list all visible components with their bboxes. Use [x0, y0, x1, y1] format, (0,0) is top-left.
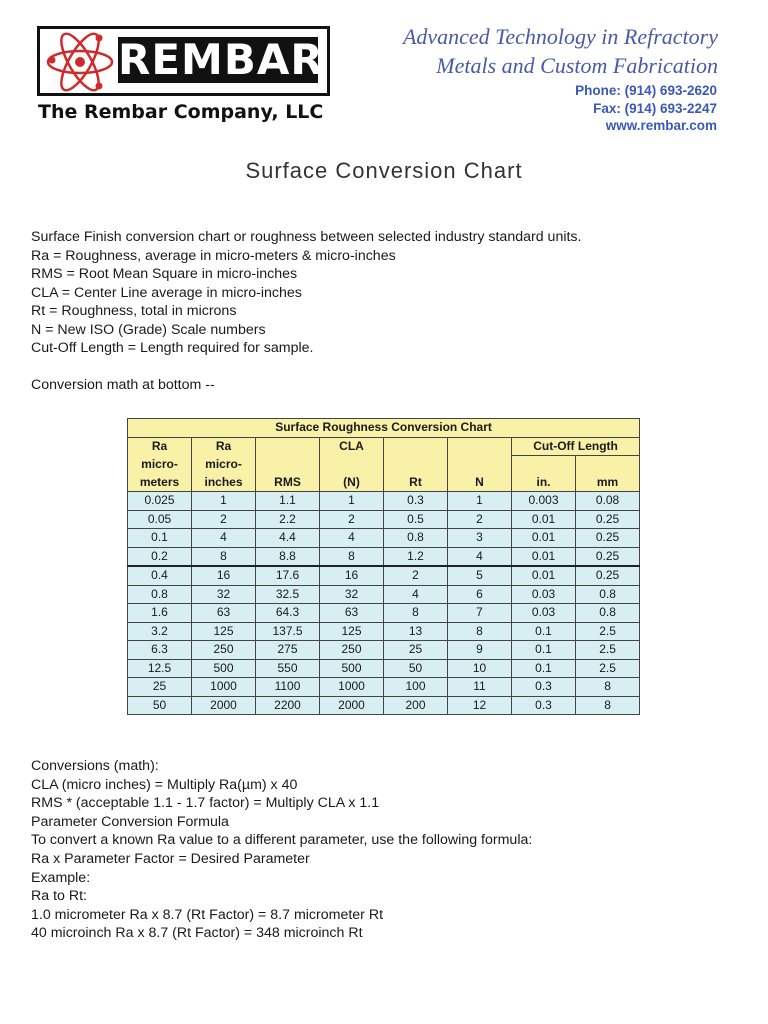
table-cell: 2: [448, 510, 512, 529]
table-cell: 8: [384, 604, 448, 623]
table-cell: 0.01: [512, 547, 576, 566]
table-cell: 63: [192, 604, 256, 623]
table-cell: 6: [448, 585, 512, 604]
table-cell: 10: [448, 659, 512, 678]
table-cell: 16: [192, 566, 256, 585]
table-cell: 100: [384, 678, 448, 697]
table-cell: 8: [576, 678, 640, 697]
table-cell: 0.5: [384, 510, 448, 529]
table-row: [128, 659, 640, 678]
table-cell: 0.03: [512, 585, 576, 604]
table-cell: 7: [448, 604, 512, 623]
table-cell: 0.03: [512, 604, 576, 623]
website-link[interactable]: www.rembar.com: [605, 118, 717, 133]
table-row: [128, 492, 640, 511]
table-cell: 0.8: [384, 529, 448, 548]
table-title: Surface Roughness Conversion Chart: [128, 419, 640, 438]
column-header: mm: [576, 474, 640, 492]
table-cell: 0.01: [512, 566, 576, 585]
table-cell: 0.1: [512, 659, 576, 678]
table-row: [128, 604, 640, 623]
table-cell: 17.6: [256, 566, 320, 585]
intro-text: [31, 228, 581, 395]
table-cell: 0.3: [512, 696, 576, 715]
column-header: [384, 437, 448, 456]
table-cell: 0.4: [128, 566, 192, 585]
table-cell: 0.3: [384, 492, 448, 511]
table-cell: 12.5: [128, 659, 192, 678]
column-header: [256, 437, 320, 456]
conversion-line: Example:: [31, 869, 91, 886]
table-cell: 0.025: [128, 492, 192, 511]
intro-line: RMS = Root Mean Square in micro-inches: [31, 266, 298, 282]
table-cell: 0.8: [576, 604, 640, 623]
table-cell: 1: [448, 492, 512, 511]
tagline-line-1: Advanced Technology in Refractory: [402, 24, 718, 49]
conversion-line: 1.0 micrometer Ra x 8.7 (Rt Factor) = 8.7 micrometer Rt: [31, 906, 384, 923]
intro-line: Surface Finish conversion chart or roughness between selected industry standard units.: [31, 229, 582, 245]
column-header: Ra: [192, 437, 256, 456]
table-cell: 0.05: [128, 510, 192, 529]
table-cell: 50: [128, 696, 192, 715]
intro-line: Ra = Roughness, average in micro-meters & micro-inches: [31, 247, 396, 264]
table-cell: 2000: [192, 696, 256, 715]
table-cell: 1.6: [128, 604, 192, 623]
table-row: [128, 510, 640, 529]
table-row: [128, 678, 640, 697]
logo-wordmark: REMBAR: [118, 35, 324, 84]
table-cell: 1000: [192, 678, 256, 697]
table-cell: 1000: [320, 678, 384, 697]
conversion-line: Parameter Conversion Formula: [31, 813, 229, 830]
table-cell: 5: [448, 566, 512, 585]
table-cell: 2.5: [576, 659, 640, 678]
table-cell: 3: [448, 529, 512, 548]
table-cell: 0.1: [128, 529, 192, 548]
conversion-line: Ra x Parameter Factor = Desired Parameter: [31, 850, 310, 867]
table-cell: 125: [320, 622, 384, 641]
table-row: [128, 641, 640, 660]
tagline-line-2: Metals and Custom Fabrication: [436, 53, 718, 78]
table-cell: 2.5: [576, 641, 640, 660]
table-cell: 2200: [256, 696, 320, 715]
table-cell: 32.5: [256, 585, 320, 604]
table-cell: 500: [320, 659, 384, 678]
table-cell: 2: [320, 510, 384, 529]
column-header: [448, 456, 512, 474]
column-header: Ra: [128, 437, 192, 456]
table-cell: 16: [320, 566, 384, 585]
table-cell: 8: [448, 622, 512, 641]
table-cell: 12: [448, 696, 512, 715]
table-cell: 4: [320, 529, 384, 548]
table-cell: 0.01: [512, 510, 576, 529]
table-cell: 1: [320, 492, 384, 511]
table-cell: 0.25: [576, 547, 640, 566]
table-cell: 0.25: [576, 566, 640, 585]
column-header: [384, 456, 448, 474]
table-cell: 0.2: [128, 547, 192, 566]
table-cell: 0.8: [576, 585, 640, 604]
company-name: The Rembar Company, LLC: [38, 101, 324, 123]
table-cell: 8: [192, 547, 256, 566]
column-header: Rt: [384, 474, 448, 492]
table-cell: 2: [192, 510, 256, 529]
table-cell: 4: [448, 547, 512, 566]
column-header: [320, 456, 384, 474]
intro-line: Rt = Roughness, total in microns: [31, 303, 237, 319]
conversion-line: Ra to Rt:: [31, 888, 87, 905]
table-cell: 0.08: [576, 492, 640, 511]
conversion-line: RMS * (acceptable 1.1 - 1.7 factor) = Multiply CLA x 1.1: [31, 795, 380, 812]
conversion-table: [127, 418, 639, 715]
table-cell: 1.1: [256, 492, 320, 511]
table-cell: 2000: [320, 696, 384, 715]
table-cell: 250: [320, 641, 384, 660]
table-cell: 4.4: [256, 529, 320, 548]
table-cell: 1.2: [384, 547, 448, 566]
table-cell: 13: [384, 622, 448, 641]
table-row: [128, 566, 640, 585]
fax-number: Fax: (914) 693-2247: [593, 101, 717, 116]
intro-line: Conversion math at bottom --: [31, 377, 215, 393]
table-row: [128, 547, 640, 566]
table-cell: 2: [384, 566, 448, 585]
table-cell: 0.25: [576, 510, 640, 529]
intro-line: Cut-Off Length = Length required for sample.: [31, 340, 314, 356]
table-body: [128, 492, 640, 715]
table-cell: 0.003: [512, 492, 576, 511]
intro-line: [31, 358, 581, 377]
table-cell: 9: [448, 641, 512, 660]
atom-icon: [44, 32, 116, 92]
table-row: [128, 529, 640, 548]
table-cell: 4: [192, 529, 256, 548]
table-cell: 8: [320, 547, 384, 566]
conversion-line: CLA (micro inches) = Multiply Ra(µm) x 40: [31, 776, 298, 793]
table-cell: 63: [320, 604, 384, 623]
column-header: (N): [320, 474, 384, 492]
table-cell: 0.25: [576, 529, 640, 548]
table-cell: 2.5: [576, 622, 640, 641]
table-cell: 64.3: [256, 604, 320, 623]
table-cell: 6.3: [128, 641, 192, 660]
column-header: meters: [128, 474, 192, 492]
column-header-cutoff: Cut-Off Length: [512, 437, 640, 456]
conversion-line: 40 microinch Ra x 8.7 (Rt Factor) = 348 microinch Rt: [31, 925, 363, 942]
conversion-line: To convert a known Ra value to a different parameter, use the following formula:: [31, 832, 533, 849]
column-header: CLA: [320, 437, 384, 456]
column-header: micro-: [192, 456, 256, 474]
page-title: Surface Conversion Chart: [245, 158, 523, 183]
table-cell: 8: [576, 696, 640, 715]
column-header: [448, 437, 512, 456]
table-cell: 0.01: [512, 529, 576, 548]
table-cell: 500: [192, 659, 256, 678]
intro-line: CLA = Center Line average in micro-inches: [31, 284, 302, 301]
table-cell: 8.8: [256, 547, 320, 566]
table-cell: 4: [384, 585, 448, 604]
table-cell: 2.2: [256, 510, 320, 529]
table-cell: 0.3: [512, 678, 576, 697]
table-cell: 32: [192, 585, 256, 604]
table-cell: 0.1: [512, 641, 576, 660]
column-header: micro-: [128, 456, 192, 474]
table-cell: 137.5: [256, 622, 320, 641]
table-cell: 1100: [256, 678, 320, 697]
table-cell: 1: [192, 492, 256, 511]
conversion-math: [31, 757, 532, 943]
table-cell: 25: [384, 641, 448, 660]
conversion-line: Conversions (math):: [31, 758, 159, 774]
table-cell: 250: [192, 641, 256, 660]
table-row: [128, 585, 640, 604]
table-cell: 3.2: [128, 622, 192, 641]
phone-number: Phone: (914) 693-2620: [575, 83, 717, 98]
column-header: [256, 456, 320, 474]
company-logo: [37, 26, 330, 96]
column-header: N: [448, 474, 512, 492]
table-cell: 0.1: [512, 622, 576, 641]
table-cell: 200: [384, 696, 448, 715]
table-cell: 0.8: [128, 585, 192, 604]
table-cell: 550: [256, 659, 320, 678]
table-cell: 275: [256, 641, 320, 660]
column-header: [576, 456, 640, 474]
intro-line: N = New ISO (Grade) Scale numbers: [31, 321, 266, 338]
column-header: RMS: [256, 474, 320, 492]
column-header: [512, 456, 576, 474]
column-header: inches: [192, 474, 256, 492]
table-cell: 11: [448, 678, 512, 697]
column-header: in.: [512, 474, 576, 492]
table-cell: 50: [384, 659, 448, 678]
table-row: [128, 622, 640, 641]
table-cell: 125: [192, 622, 256, 641]
table-cell: 32: [320, 585, 384, 604]
table-row: [128, 696, 640, 715]
table-cell: 25: [128, 678, 192, 697]
